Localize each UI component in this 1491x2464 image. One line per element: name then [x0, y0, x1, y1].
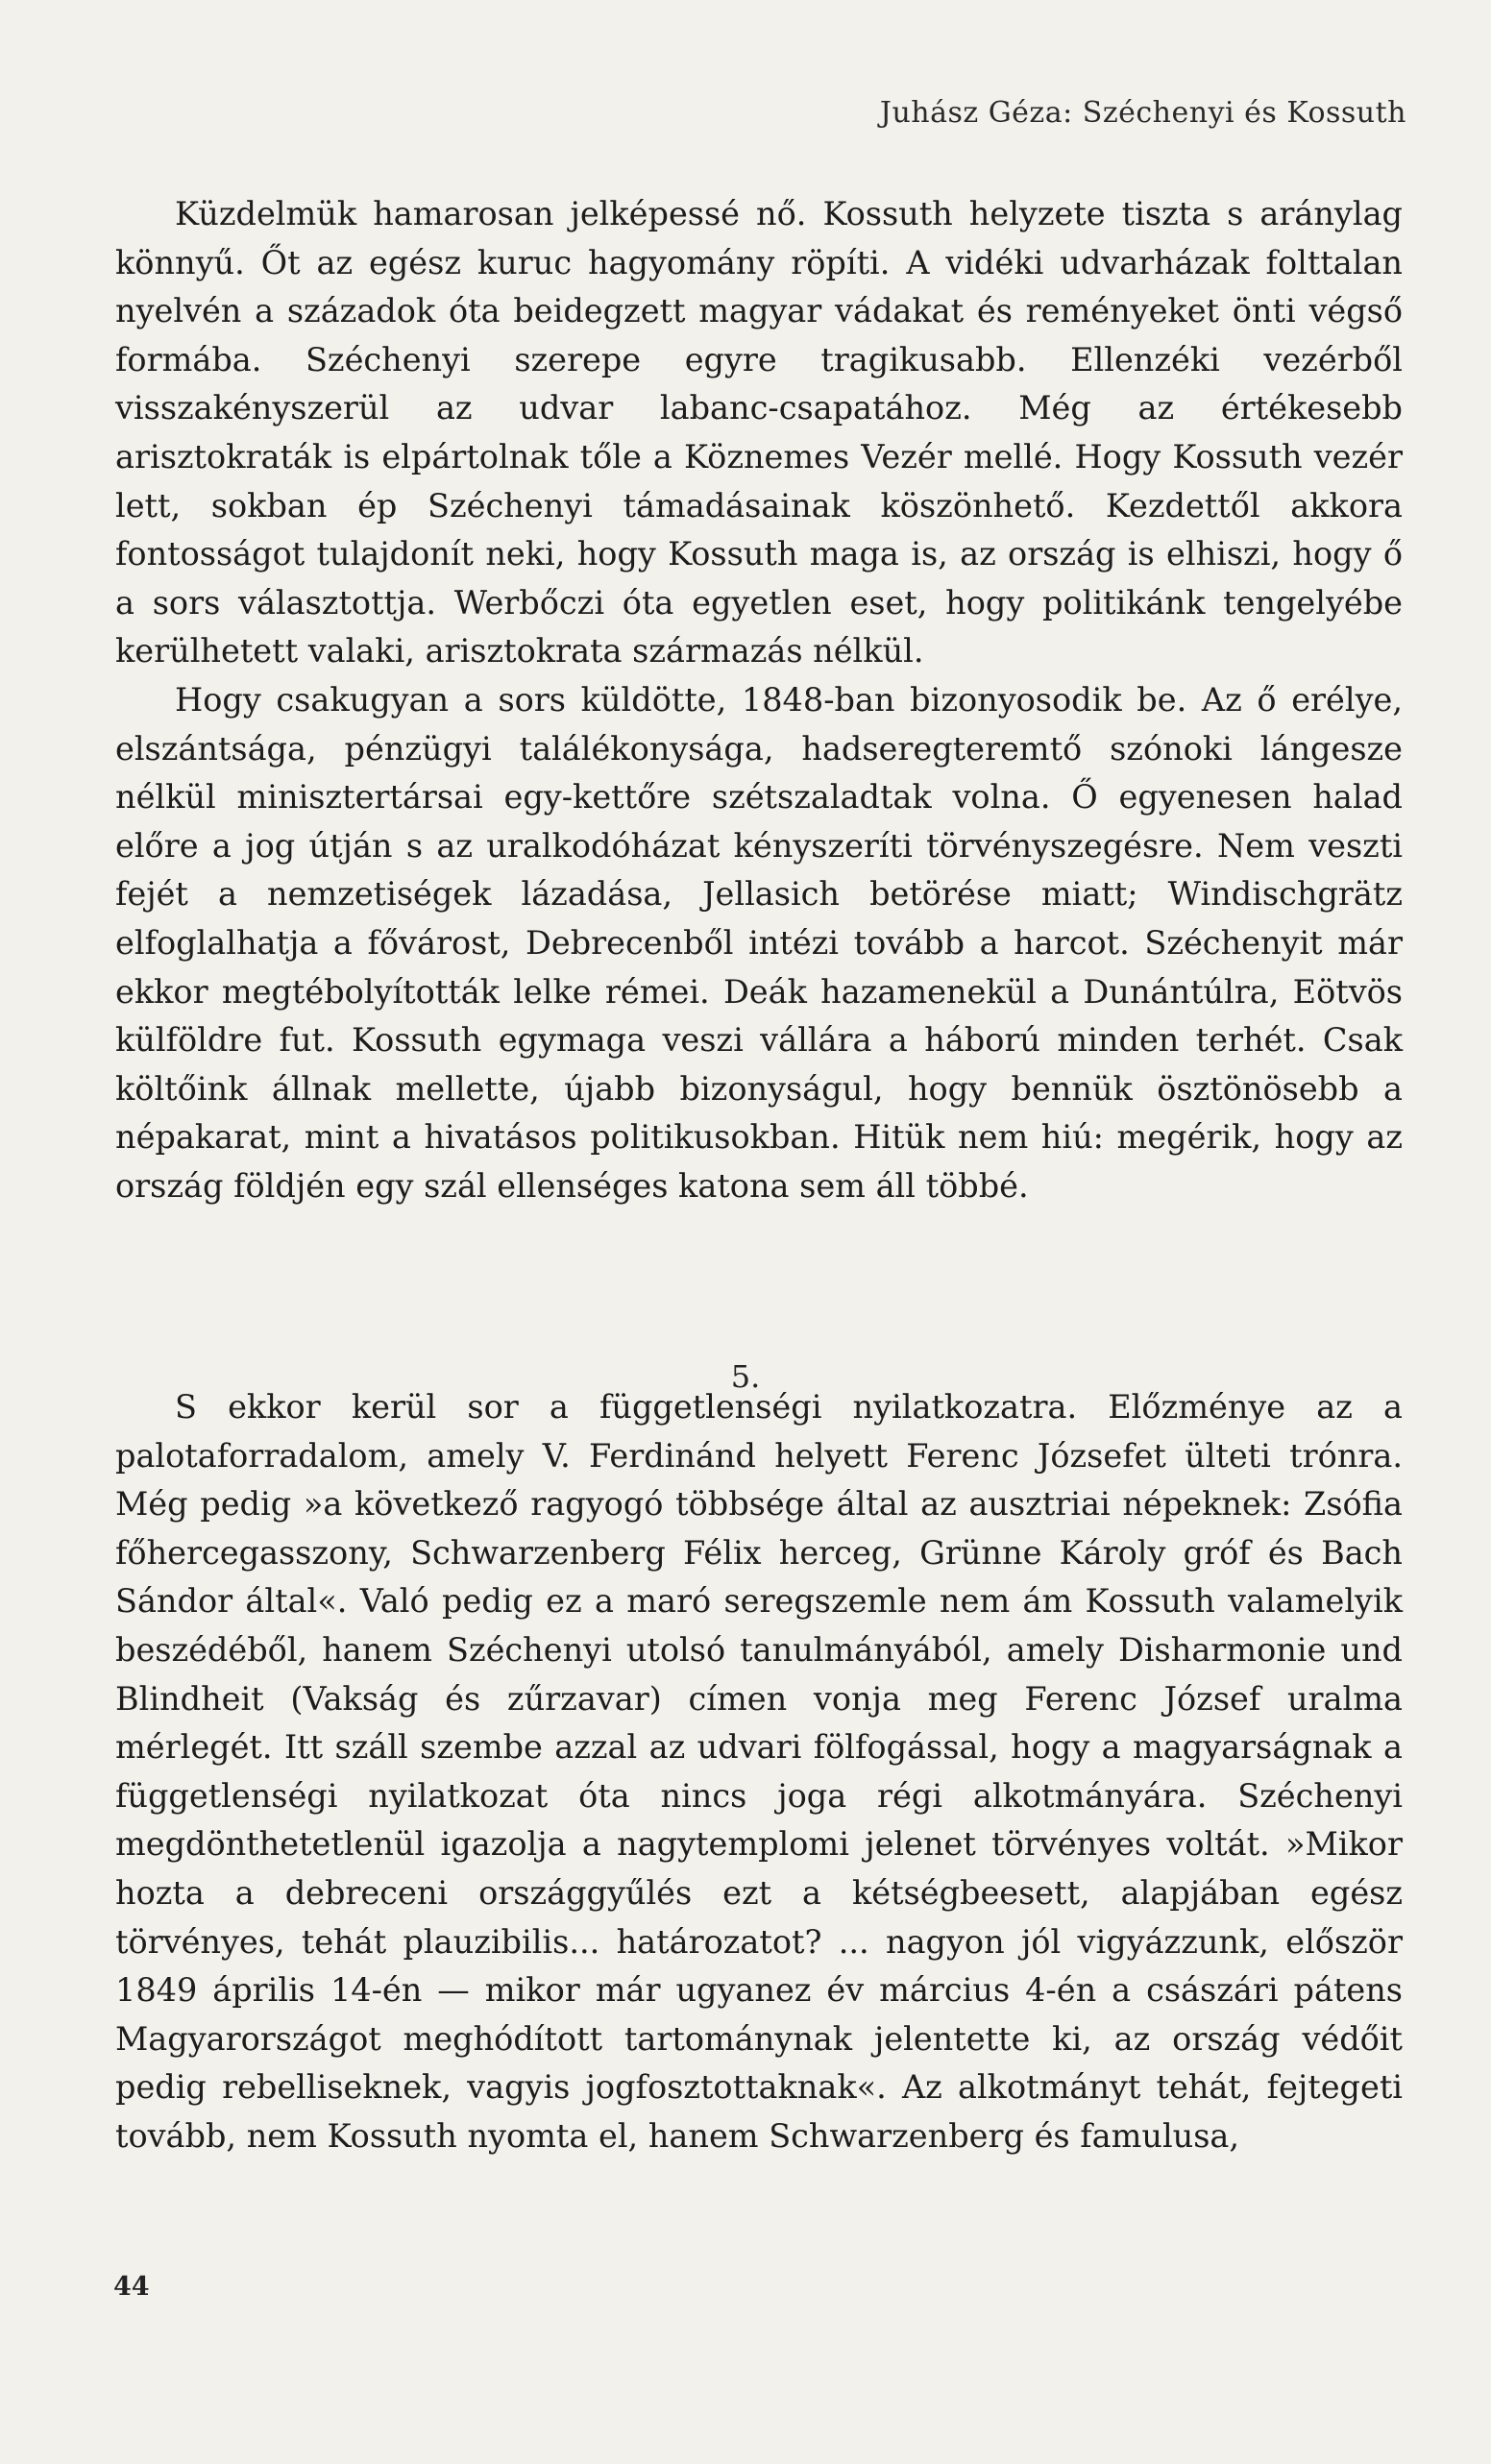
paragraph: Hogy csakugyan a sors küldötte, 1848-ban bizonyosodik be. Az ő erélye, elszántsága, pénzügyi találékonysága, hadseregteremtő szónoki lángesze nélkül minisztertársai egy-kettőre szétszaladtak volna. Ő egyenesen halad előre a jog útján s az uralkodóházat kényszeríti törvényszegésre. Nem veszti fejét a nemzetiségek lázadása, Jellasich betörése miatt; Windischgrätz elfoglalhatja a fővárost, Debrecenből intézi tovább a harcot. Széchenyit már ekkor megtébolyították lelke rémei. Deák hazamenekül a Dunántúlra, Eötvös külföldre fut. Kossuth egymaga veszi vállára a háború minden terhét. Csak költőink állnak mellette, újabb bizonyságul, hogy bennük ösztönösebb a népakarat, mint a hivatásos politikusokban. Hitük nem hiú: megérik, hogy az ország földjén egy szál ellenséges katona sem áll többé. [115, 680, 1403, 1205]
section-number: 5. [730, 1358, 761, 1395]
running-head: Juhász Géza: Széchenyi és Kossuth [879, 96, 1406, 130]
text-block-after-section [115, 1383, 1403, 2161]
paragraph: Küzdelmük hamarosan jelképessé nő. Kossuth helyzete tiszta s aránylag könnyű. Őt az egész kuruc hagyomány röpíti. A vidéki udvarházak folttalan nyelvén a századok óta beidegzett magyar vádakat és reményeket önti végső formába. Széchenyi szerepe egyre tragikusabb. Ellenzéki vezérből visszakényszerül az udvar labanc-csapatához. Még az értékesebb arisztokraták is elpártolnak tőle a Köznemes Vezér mellé. Hogy Kossuth vezér lett, sokban ép Széchenyi támadásainak köszönhető. Kezdettől akkora fontosságot tulajdonít neki, hogy Kossuth maga is, az ország is elhiszi, hogy ő a sors választottja. Werbőczi óta egyetlen eset, hogy politikánk tengelyébe kerülhetett valaki, arisztokrata származás nélkül. [115, 195, 1403, 671]
paragraph: S ekkor kerül sor a függetlenségi nyilatkozatra. Előzménye az a palotaforradalom, amely V. Ferdinánd helyett Ferenc Józsefet ülteti trónra. Még pedig »a következő ragyogó többsége által az ausztriai népeknek: Zsófia főhercegasszony, Schwarzenberg Félix herceg, Grünne Károly gróf és Bach Sándor által«. Való pedig ez a maró seregszemle nem ám Kossuth valamelyik beszédéből, hanem Széchenyi utolsó tanulmányából, amely Disharmonie und Blindheit (Vakság és zűrzavar) címen vonja meg Ferenc József uralma mérlegét. Itt száll szembe azzal az udvari fölfogással, hogy a magyarságnak a függetlenségi nyilatkozat óta nincs joga régi alkotmányára. Széchenyi megdönthetetlenül igazolja a nagytemplomi jelenet törvényes voltát. »Mikor hozta a debreceni országgyűlés ezt a kétségbeesett, alapjában egész törvényes, tehát plauzibilis... határozatot? ... nagyon jól vigyázzunk, először 1849 április 14-én — mikor már ugyanez év március 4-én a császári pátens Magyarországot meghódított tartománynak jelentette ki, az ország védőit pedig rebelliseknek, vagyis jogfosztottaknak«. Az alkotmányt tehát, fejtegeti tovább, nem Kossuth nyomta el, hanem Schwarzenberg és famulusa, [115, 1388, 1403, 2155]
page-number: 44 [113, 2272, 150, 2302]
text-block-before-section [115, 190, 1403, 1210]
